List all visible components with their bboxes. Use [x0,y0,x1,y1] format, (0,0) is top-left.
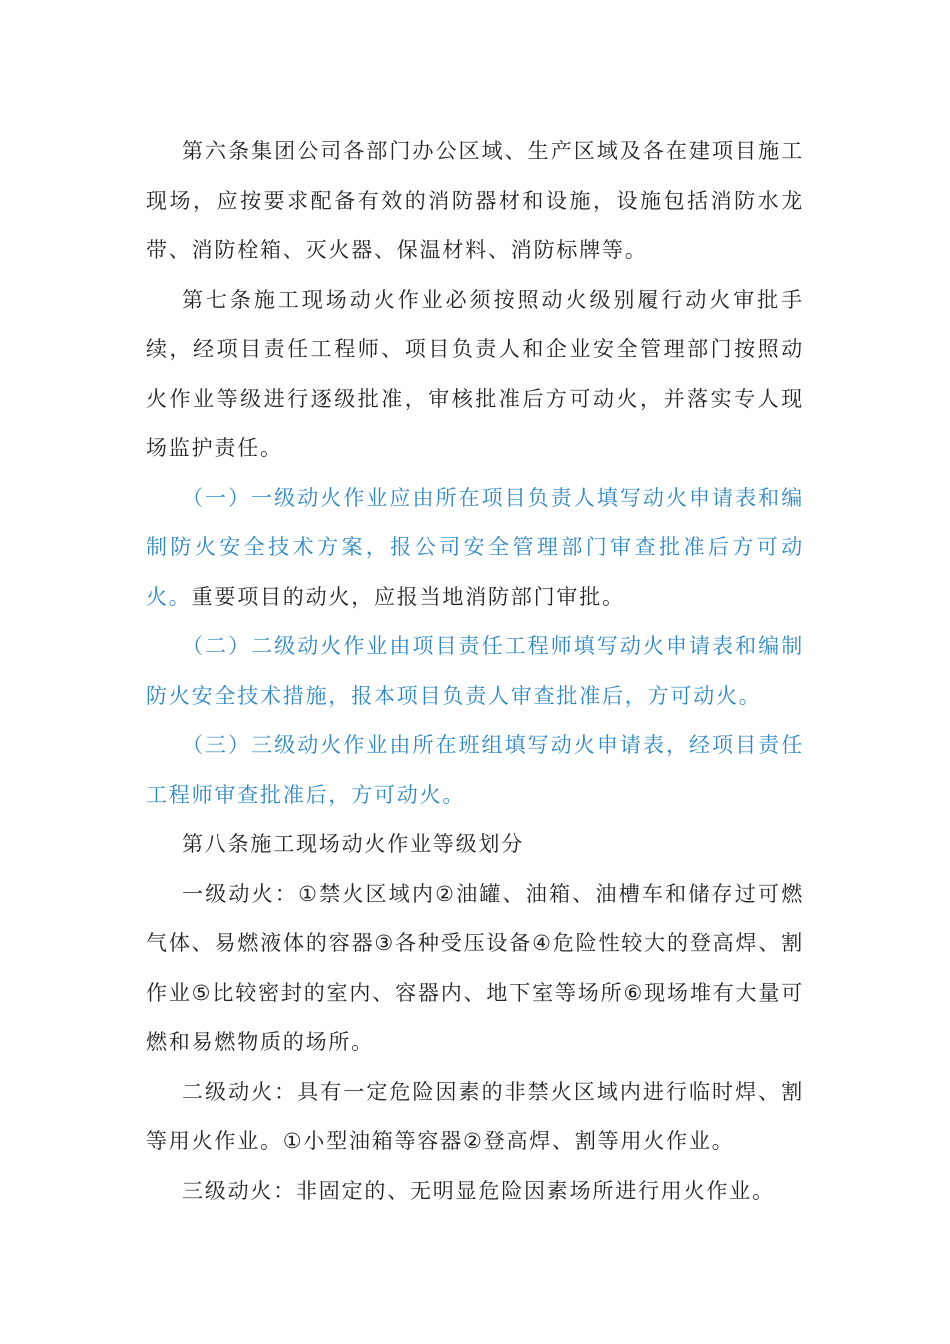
paragraph-level-1-definition [146,870,804,1068]
paragraph-article-6 [146,127,804,276]
document-page [146,127,804,1216]
paragraph-text: 一级动火：①禁火区域内②油罐、油箱、油槽车和储存过可燃气体、易燃液体的容器③各种受压设备④危险性较大的登高焊、割作业⑤比较密封的室内、容器内、地下室等场所⑥现场堆有大量可燃和易燃物质的场所。 [146,881,804,1054]
paragraph-level-2-definition [146,1068,804,1167]
paragraph-level-1-approval [146,474,804,623]
paragraph-level-3-approval [146,721,804,820]
paragraph-text: 第七条施工现场动火作业必须按照动火级别履行动火审批手续，经项目责任工程师、项目负责人和企业安全管理部门按照动火作业等级进行逐级批准，审核批准后方可动火，并落实专人现场监护责任。 [146,287,804,460]
highlighted-text: （一）一级动火作业应由所在项目负责人填写动火申请表和编制防火安全技术方案，报公司安全管理部门审查批准后方可动火。 [146,485,804,609]
paragraph-text: 二级动火：具有一定危险因素的非禁火区域内进行临时焊、割等用火作业。①小型油箱等容器②登高焊、割等用火作业。 [146,1079,804,1153]
paragraph-level-2-approval [146,622,804,721]
paragraph-text: 第八条施工现场动火作业等级划分 [182,832,524,856]
paragraph-level-3-definition [146,1167,804,1217]
highlighted-text: （三）三级动火作业由所在班组填写动火申请表，经项目责任工程师审查批准后，方可动火。 [146,733,804,807]
paragraph-article-8 [146,820,804,870]
paragraph-text: 重要项目的动火，应报当地消防部门审批。 [191,584,625,609]
paragraph-text: 第六条集团公司各部门办公区域、生产区域及各在建项目施工现场，应按要求配备有效的消防器材和设施，设施包括消防水龙带、消防栓箱、灭火器、保温材料、消防标牌等。 [146,139,804,262]
highlighted-text: （二）二级动火作业由项目责任工程师填写动火申请表和编制防火安全技术措施，报本项目负责人审查批准后，方可动火。 [146,634,804,708]
paragraph-article-7 [146,276,804,474]
paragraph-text: 三级动火：非固定的、无明显危险因素场所进行用火作业。 [182,1178,775,1203]
